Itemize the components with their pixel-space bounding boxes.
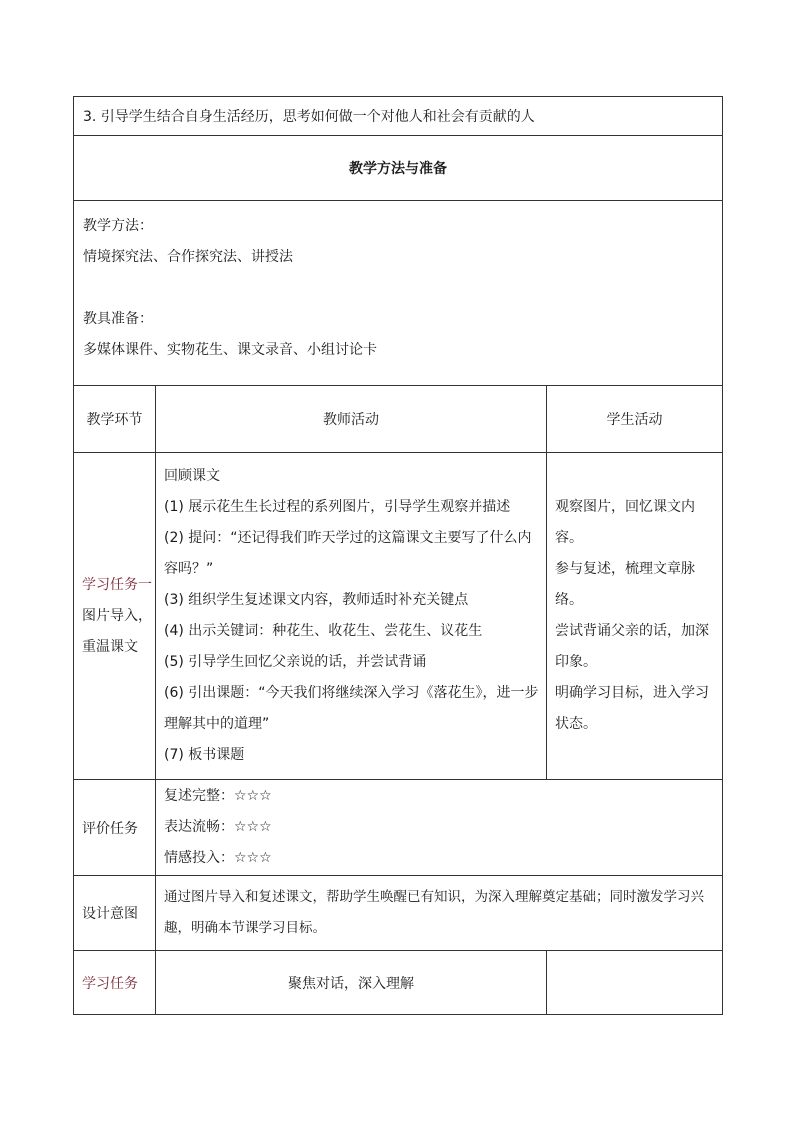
header-student: 学生活动 bbox=[547, 386, 723, 453]
teacher-line: (3) 组织学生复述课文内容，教师适时补充关键点 bbox=[164, 592, 469, 608]
task1-name-line1: 图片导入， bbox=[82, 607, 152, 624]
task1-stage-cell bbox=[74, 453, 156, 780]
design-text: 通过图片导入和复述课文，帮助学生唤醒已有知识，为深入理解奠定基础；同时激发学习兴趣，明确本节课学习目标。 bbox=[156, 876, 723, 951]
task1-name-line2: 重温课文 bbox=[82, 638, 138, 655]
methods-cell bbox=[74, 201, 723, 386]
student-line: 参与复述，梳理文章脉络。 bbox=[555, 561, 695, 608]
teacher-line: (1) 展示花生生长过程的系列图片，引导学生观察并描述 bbox=[164, 499, 511, 515]
lesson-plan-table bbox=[73, 96, 723, 1015]
teacher-line: (2) 提问：“还记得我们昨天学过的这篇课文主要写了什么内容吗？” bbox=[164, 530, 532, 577]
evaluation-item: 情感投入：☆☆☆ bbox=[164, 850, 272, 866]
task1-teacher-activities bbox=[156, 453, 547, 780]
teacher-line: (6) 引出课题：“今天我们将继续深入学习《落花生》，进一步理解其中的道理” bbox=[164, 685, 539, 732]
tools-value: 多媒体课件、实物花生、课文录音、小组讨论卡 bbox=[83, 342, 377, 358]
task1-student-activities bbox=[547, 453, 723, 780]
design-label: 设计意图 bbox=[74, 876, 156, 951]
tools-label: 教具准备： bbox=[83, 311, 153, 327]
teacher-line: 回顾课文 bbox=[164, 468, 220, 484]
student-line: 尝试背诵父亲的话，加深印象。 bbox=[555, 623, 709, 670]
task2-label: 学习任务 bbox=[74, 951, 156, 1015]
section-title: 教学方法与准备 bbox=[74, 136, 723, 201]
evaluation-label: 评价任务 bbox=[74, 780, 156, 876]
task2-title: 聚焦对话，深入理解 bbox=[156, 951, 547, 1015]
teacher-line: (7) 板书课题 bbox=[164, 747, 245, 763]
evaluation-item: 表达流畅：☆☆☆ bbox=[164, 819, 272, 835]
evaluation-item: 复述完整：☆☆☆ bbox=[164, 788, 272, 804]
methods-label: 教学方法： bbox=[83, 218, 153, 234]
teacher-line: (5) 引导学生回忆父亲说的话，并尝试背诵 bbox=[164, 654, 427, 670]
evaluation-items bbox=[156, 780, 723, 876]
task2-student-cell bbox=[547, 951, 723, 1015]
teacher-line: (4) 出示关键词：种花生、收花生、尝花生、议花生 bbox=[164, 623, 483, 639]
goal-line: 3. 引导学生结合自身生活经历，思考如何做一个对他人和社会有贡献的人 bbox=[74, 97, 723, 136]
header-stage: 教学环节 bbox=[74, 386, 156, 453]
task1-label: 学习任务一 bbox=[82, 576, 152, 593]
student-line: 明确学习目标，进入学习状态。 bbox=[555, 685, 709, 732]
header-teacher: 教师活动 bbox=[156, 386, 547, 453]
methods-value: 情境探究法、合作探究法、讲授法 bbox=[83, 249, 293, 265]
student-line: 观察图片，回忆课文内容。 bbox=[555, 499, 695, 546]
